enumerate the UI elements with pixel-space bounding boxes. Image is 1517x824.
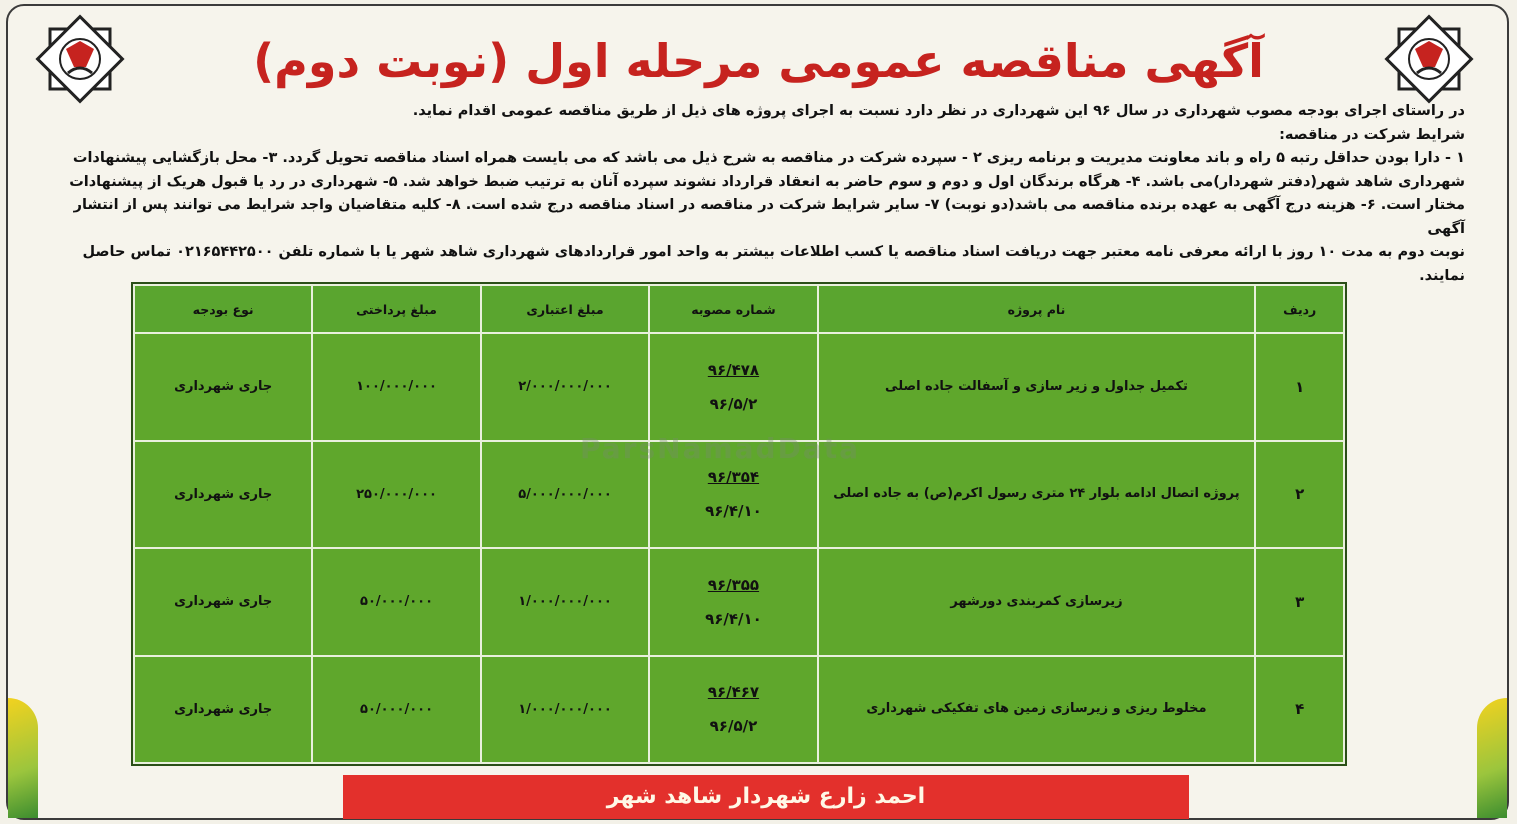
intro-line: شرایط شرکت در مناقصه: <box>1279 126 1465 143</box>
intro-line: ۱ - دارا بودن حداقل رتبه ۵ راه و باند معاونت مدیریت و برنامه ریزی ۲ - سپرده شرکت در مناقصه به شرح ذیل می باشد که می بایست همراه اسناد مناقصه تحویل گردد. ۳- محل بازگشایی پیشنهادات <box>72 150 1465 166</box>
cell-budget-type: جاری شهرداری <box>134 548 312 656</box>
signature-banner: احمد زارع شهردار شاهد شهر <box>343 775 1189 819</box>
approval-date: ۹۶/۴/۱۰ <box>705 609 762 628</box>
cell-approval <box>649 548 817 656</box>
cell-row-number: ۱ <box>1255 333 1344 441</box>
cell-approval <box>649 333 817 441</box>
corner-decoration-left <box>8 698 38 818</box>
municipality-logo-icon <box>1379 14 1479 104</box>
approval-number: ۹۶/۴۷۸ <box>707 360 760 379</box>
cell-project-name: مخلوط ریزی و زیرسازی زمین های تفکیکی شهرداری <box>818 656 1256 764</box>
cell-payment-amount: ۵۰/۰۰۰/۰۰۰ <box>312 548 480 656</box>
cell-row-number: ۲ <box>1255 441 1344 549</box>
approval-number: ۹۶/۳۵۵ <box>707 575 760 594</box>
header-payment-amount: مبلغ پرداختی <box>312 285 480 333</box>
cell-payment-amount: ۱۰۰/۰۰۰/۰۰۰ <box>312 333 480 441</box>
header-approval-number: شماره مصوبه <box>649 285 817 333</box>
cell-credit-amount: ۵/۰۰۰/۰۰۰/۰۰۰ <box>481 441 650 549</box>
corner-decoration-right <box>1477 698 1507 818</box>
municipality-logo-icon <box>30 14 130 104</box>
cell-credit-amount: ۱/۰۰۰/۰۰۰/۰۰۰ <box>481 548 650 656</box>
cell-row-number: ۳ <box>1255 548 1344 656</box>
table-row <box>134 656 1344 764</box>
approval-date: ۹۶/۴/۱۰ <box>705 502 762 521</box>
table-row <box>134 333 1344 441</box>
tender-table-container <box>131 282 1347 766</box>
cell-approval <box>649 656 817 764</box>
cell-budget-type: جاری شهرداری <box>134 441 312 549</box>
intro-line: مختار است. ۶- هزینه درج آگهی به عهده برنده مناقصه می باشد(دو نوبت) ۷- سایر شرایط شرکت در مناقصه در اسناد مناقصه درج شده است. ۸- کلیه متقاضیان واجد شرایط می توانند پس از انتشار آگهی <box>73 197 1465 237</box>
intro-line: در راستای اجرای بودجه مصوب شهرداری در سال ۹۶ این شهرداری در نظر دارد نسبت به اجرای پروژه های ذیل از طریق مناقصه عمومی اقدام نماید. <box>412 103 1465 119</box>
approval-number: ۹۶/۴۶۷ <box>707 683 760 702</box>
table-header-row <box>134 285 1344 333</box>
watermark-text: ParsNamadData <box>580 432 860 465</box>
cell-credit-amount: ۲/۰۰۰/۰۰۰/۰۰۰ <box>481 333 650 441</box>
intro-text <box>44 100 1465 288</box>
cell-payment-amount: ۲۵۰/۰۰۰/۰۰۰ <box>312 441 480 549</box>
approval-date: ۹۶/۵/۲ <box>709 394 758 413</box>
intro-line: نوبت دوم به مدت ۱۰ روز با ارائه معرفی نامه معتبر جهت دریافت اسناد مناقصه یا کسب اطلاعات بیشتر به واحد امور قراردادهای شهرداری شاهد شهر یا با شماره تلفن ۰۲۱۶۵۴۴۲۵۰۰ تماس حاصل نمایند. <box>82 244 1465 284</box>
cell-budget-type: جاری شهرداری <box>134 333 312 441</box>
cell-project-name: زیرسازی کمربندی دورشهر <box>818 548 1256 656</box>
tender-table <box>133 284 1345 764</box>
header-row-number: ردیف <box>1255 285 1344 333</box>
header-credit-amount: مبلغ اعتباری <box>481 285 650 333</box>
approval-number: ۹۶/۳۵۴ <box>707 468 760 487</box>
ad-title: آگهی مناقصه عمومی مرحله اول (نوبت دوم) <box>253 34 1264 88</box>
header-budget-type: نوع بودجه <box>134 285 312 333</box>
cell-project-name: پروژه اتصال ادامه بلوار ۲۴ متری رسول اکرم(ص) به جاده اصلی <box>818 441 1256 549</box>
cell-row-number: ۴ <box>1255 656 1344 764</box>
approval-date: ۹۶/۵/۲ <box>709 717 758 736</box>
cell-budget-type: جاری شهرداری <box>134 656 312 764</box>
cell-project-name: تکمیل جداول و زیر سازی و آسفالت جاده اصلی <box>818 333 1256 441</box>
header-project-name: نام پروژه <box>818 285 1256 333</box>
table-row <box>134 548 1344 656</box>
cell-credit-amount: ۱/۰۰۰/۰۰۰/۰۰۰ <box>481 656 650 764</box>
intro-line: شهرداری شاهد شهر(دفتر شهردار)می باشد. ۴- هرگاه برندگان اول و دوم و سوم حاضر به انعقاد قرارداد نشوند سپرده آنان به ترتیب ضبط خواهد شد. ۵- شهرداری در رد یا قبول هریک از پیشنهادات <box>69 173 1465 190</box>
cell-payment-amount: ۵۰/۰۰۰/۰۰۰ <box>312 656 480 764</box>
